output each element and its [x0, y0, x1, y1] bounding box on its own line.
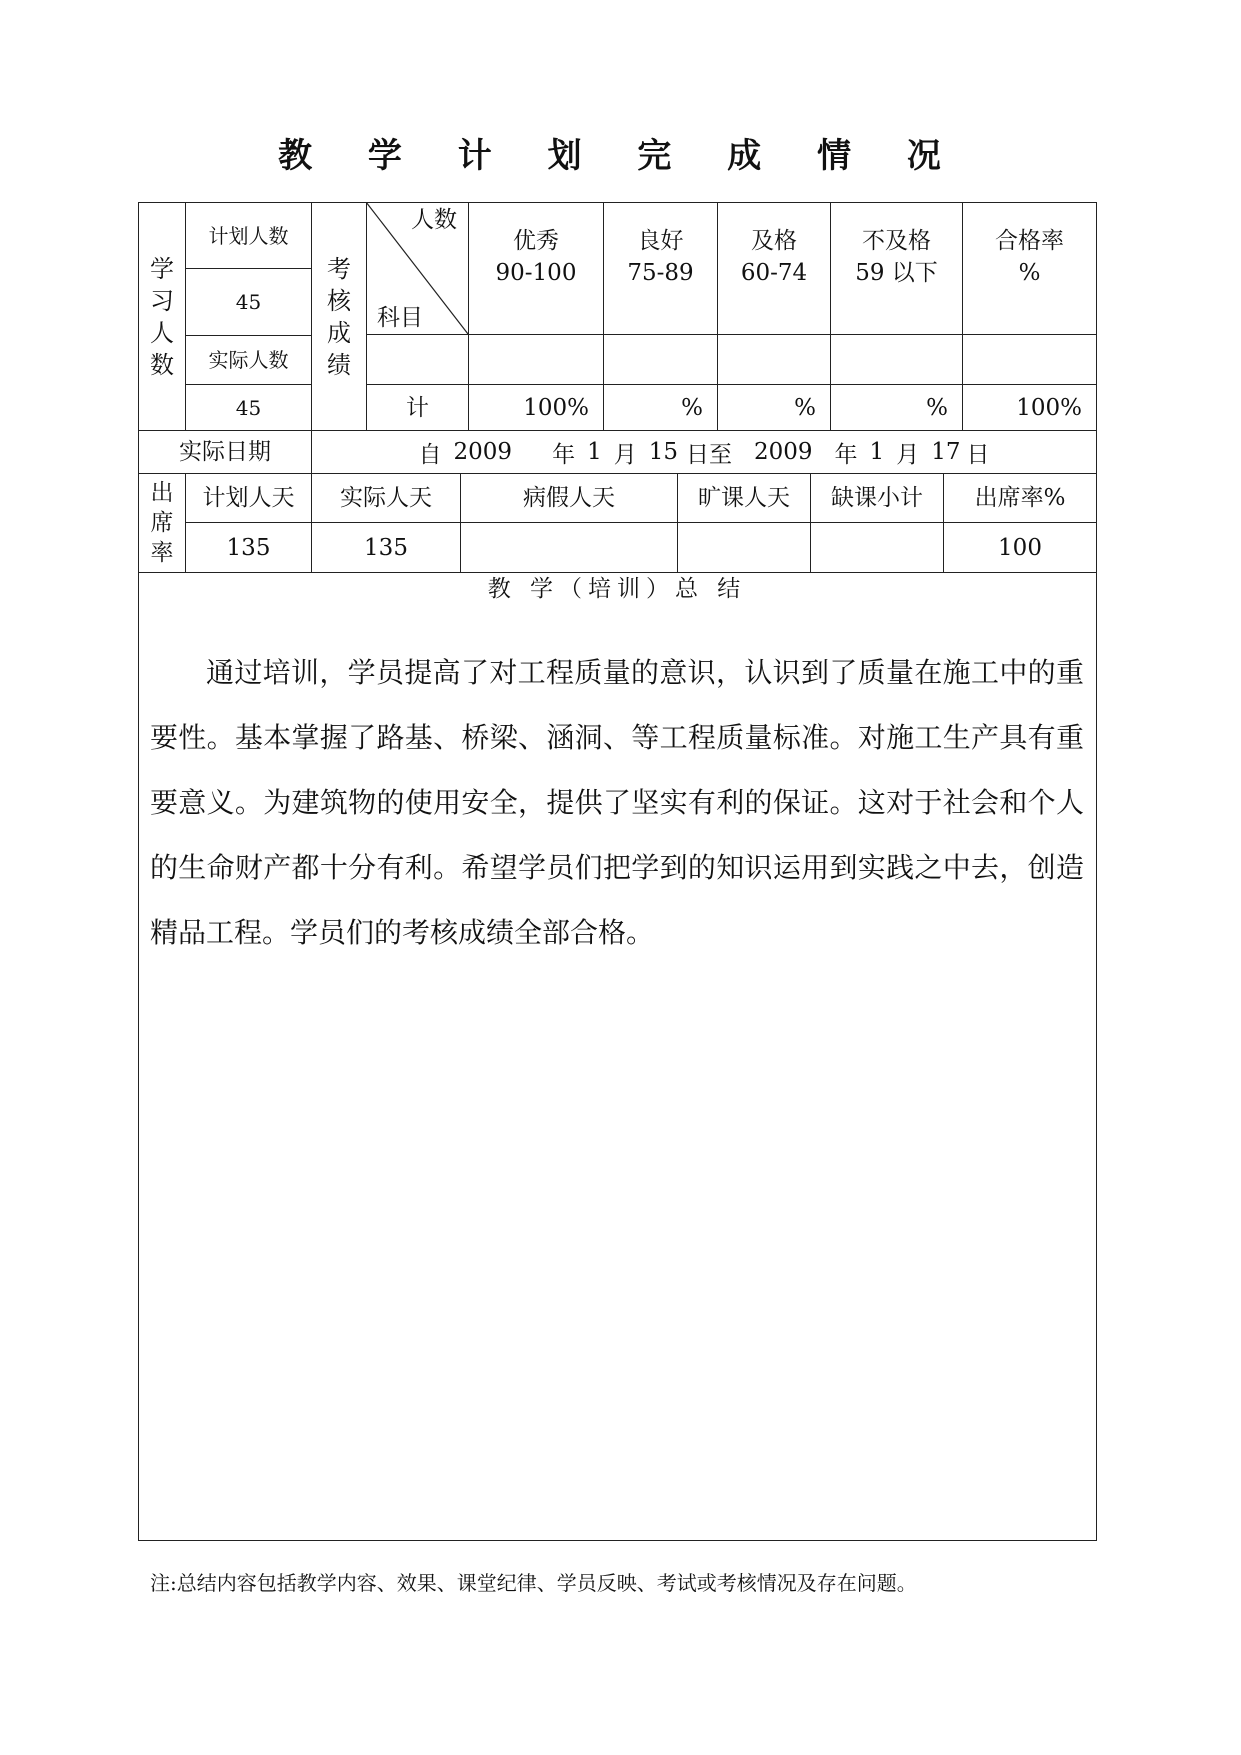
grade-name: 及格: [751, 228, 797, 254]
attendance-label-char: 率: [150, 540, 174, 566]
attendance-header-missed: 缺课小计: [831, 485, 923, 511]
date-to-month: 1: [869, 439, 885, 465]
grade-name: 优秀: [513, 228, 559, 254]
total-fail: %: [926, 394, 948, 421]
grade-range: 90-100: [495, 260, 577, 286]
attendance-header-absent: 旷课人天: [698, 485, 790, 511]
grade-name: 不及格: [862, 228, 931, 254]
date-from-month: 1: [587, 439, 602, 465]
grade-name: 合格率: [995, 228, 1064, 254]
grade-range: 75-89: [627, 260, 694, 286]
date-from-day: 15: [648, 439, 678, 465]
attendance-value-planned: 135: [226, 534, 271, 561]
date-from-prefix: 自: [418, 441, 442, 468]
date-month-char: 月: [896, 441, 920, 468]
attendance-value-missed: [811, 523, 943, 572]
total-good: %: [681, 394, 703, 421]
date-year-char: 年: [552, 441, 576, 468]
enrollment-label-char: 习: [150, 286, 174, 315]
enrollment-label-char: 数: [150, 350, 174, 379]
planned-count-label: 计划人数: [208, 223, 289, 248]
diagonal-header-bottom: 科目: [377, 305, 423, 331]
total-pass: %: [794, 394, 816, 421]
attendance-header-rate: 出席率%: [974, 485, 1066, 511]
grade-name: 良好: [637, 228, 684, 254]
attendance-value-rate: 100: [998, 534, 1042, 561]
actual-count-value: 45: [235, 395, 262, 420]
date-month-char: 月: [613, 441, 637, 468]
attendance-value-absent: [678, 523, 810, 572]
total-excellent: 100%: [523, 394, 589, 421]
planned-count-value: 45: [235, 290, 262, 314]
grade-header-pass-rate: [963, 203, 1096, 311]
assessment-label: [312, 203, 366, 430]
actual-count-label: 实际人数: [208, 348, 289, 372]
page-title: 教 学 计 划 完 成 情 况: [278, 136, 963, 176]
enrollment-label-char: 人: [150, 318, 174, 347]
attendance-value-actual: 135: [364, 534, 408, 561]
date-to-year: 2009: [754, 439, 813, 465]
summary-title: 教 学（培训）总 结: [487, 576, 747, 602]
grade-range: 59 以下: [855, 260, 938, 286]
attendance-header-planned: 计划人天: [202, 485, 295, 511]
assessment-label-char: 考: [327, 254, 351, 283]
grade-header-fail: [831, 203, 962, 311]
grade-range: 60-74: [740, 260, 808, 286]
date-to-day: 17: [931, 439, 961, 465]
attendance-header-actual: 实际人天: [340, 485, 432, 511]
footnote: 注:总结内容包括教学内容、效果、课堂纪律、学员反映、考试或考核情况及存在问题。: [150, 1571, 917, 1595]
grade-range: %: [1018, 260, 1041, 286]
assessment-label-char: 绩: [327, 350, 351, 379]
attendance-value-sick: [461, 523, 677, 572]
date-to-text: 日至: [686, 441, 732, 468]
total-label: 计: [406, 394, 429, 421]
enrollment-label-char: 学: [150, 254, 174, 283]
date-label: 实际日期: [179, 439, 271, 465]
grade-header-good: [604, 203, 717, 311]
diagonal-header-top: 人数: [411, 207, 457, 233]
date-from-year: 2009: [453, 439, 513, 465]
assessment-label-char: 核: [327, 286, 351, 315]
attendance-label-char: 席: [150, 510, 174, 536]
date-range: [312, 431, 1096, 473]
attendance-label: [139, 474, 185, 572]
grade-header-excellent: [469, 203, 603, 311]
date-year-char: 年: [834, 441, 858, 468]
date-day-char: 日: [966, 441, 990, 468]
assessment-label-char: 成: [327, 318, 351, 347]
enrollment-label: [139, 203, 185, 430]
summary-body: 通过培训，学员提高了对工程质量的意识，认识到了质量在施工中的重要性。基本掌握了路基、桥梁、涵洞、等工程质量标准。对施工生产具有重要意义。为建筑物的使用安全，提供了坚实有利的保证。这对于社会和个人的生命财产都十分有利。希望学员们把学到的知识运用到实践之中去，创造精品工程。学员们的考核成绩全部合格。: [150, 656, 1084, 949]
grade-header-pass: [718, 203, 830, 311]
total-pass-rate: 100%: [1016, 394, 1082, 421]
attendance-label-char: 出: [150, 480, 174, 506]
attendance-header-sick: 病假人天: [523, 485, 615, 511]
